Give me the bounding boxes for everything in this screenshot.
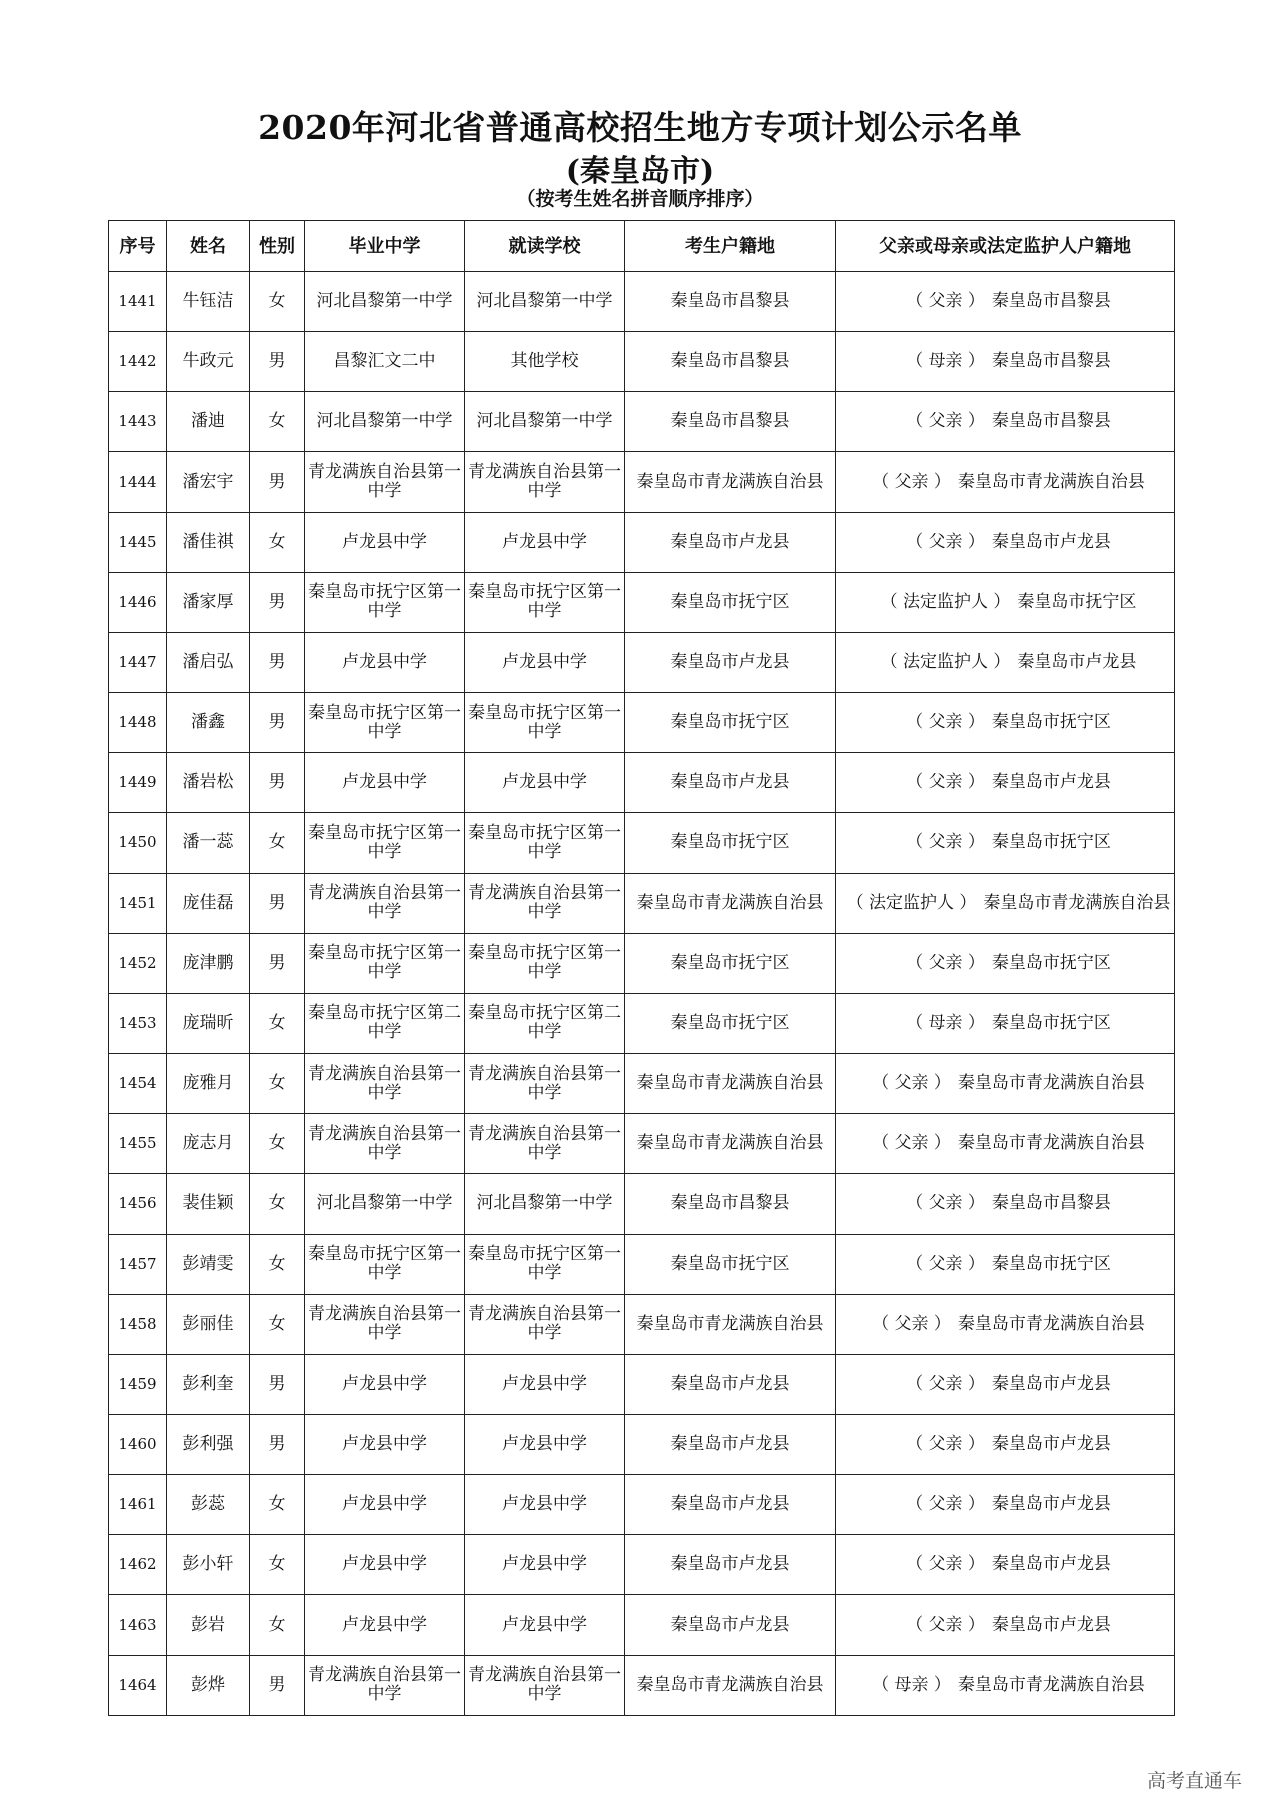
table-row: [109, 1294, 1175, 1354]
cell-gender: 女: [250, 1054, 305, 1114]
guardian-type: （ 父亲 ）: [872, 1133, 951, 1154]
guardian-type: （ 父亲 ）: [906, 1193, 985, 1214]
cell-seq: 1441: [109, 272, 167, 332]
cell-grad-school: 青龙满族自治县第一中学: [305, 873, 465, 933]
column-header-hukou: 考生户籍地: [625, 221, 836, 272]
cell-current-school: 河北昌黎第一中学: [465, 392, 625, 452]
cell-grad-school: 卢龙县中学: [305, 632, 465, 692]
cell-hukou: 秦皇岛市抚宁区: [625, 933, 836, 993]
guardian-type: （ 父亲 ）: [906, 712, 985, 733]
cell-name: 潘启弘: [167, 632, 250, 692]
guardian-hukou-label: 秦皇岛市昌黎县: [991, 1193, 1111, 1214]
guardian-type-label: 父亲: [894, 1133, 929, 1154]
cell-name: 彭利奎: [167, 1354, 250, 1414]
guardian-type-label: 母亲: [928, 1012, 963, 1033]
sort-note: （按考生姓名拼音顺序排序）: [516, 188, 764, 210]
table-row: [109, 1535, 1175, 1595]
cell-guardian-hukou: [836, 452, 1175, 512]
guardian-type-label: 父亲: [894, 471, 929, 492]
cell-name: 潘迪: [167, 392, 250, 452]
cell-name: 庞瑞昕: [167, 993, 250, 1053]
guardian-type: （ 父亲 ）: [906, 832, 985, 853]
cell-guardian-hukou: [836, 572, 1175, 632]
cell-guardian-hukou: [836, 933, 1175, 993]
cell-current-school: 卢龙县中学: [465, 1595, 625, 1655]
cell-seq: 1454: [109, 1054, 167, 1114]
table-row: [109, 1414, 1175, 1474]
column-header-seq: 序号: [109, 221, 167, 272]
guardian-type: （ 父亲 ）: [906, 1253, 985, 1274]
cell-hukou: 秦皇岛市抚宁区: [625, 572, 836, 632]
guardian-hukou-label: 秦皇岛市卢龙县: [991, 1373, 1111, 1394]
guardian-hukou-label: 秦皇岛市青龙满族自治县: [983, 892, 1171, 913]
table-row: [109, 332, 1175, 392]
guardian-hukou-label: 秦皇岛市昌黎县: [991, 351, 1111, 372]
cell-guardian-hukou: [836, 1114, 1175, 1174]
cell-guardian-hukou: [836, 1354, 1175, 1414]
cell-current-school: 青龙满族自治县第一中学: [465, 1054, 625, 1114]
cell-guardian-hukou: [836, 1595, 1175, 1655]
guardian-type: （ 父亲 ）: [906, 291, 985, 312]
header-row: [109, 221, 1175, 272]
cell-gender: 女: [250, 1475, 305, 1535]
cell-grad-school: 青龙满族自治县第一中学: [305, 1655, 465, 1715]
guardian-type-label: 父亲: [928, 531, 963, 552]
table-row: [109, 572, 1175, 632]
cell-seq: 1461: [109, 1475, 167, 1535]
cell-current-school: 青龙满族自治县第一中学: [465, 1655, 625, 1715]
guardian-type: （ 母亲 ）: [906, 351, 985, 372]
guardian-type-label: 法定监护人: [903, 652, 988, 673]
guardian-hukou-label: 秦皇岛市昌黎县: [991, 411, 1111, 432]
guardian-type-label: 父亲: [928, 1494, 963, 1515]
cell-gender: 女: [250, 512, 305, 572]
cell-name: 牛政元: [167, 332, 250, 392]
cell-grad-school: 卢龙县中学: [305, 753, 465, 813]
cell-current-school: 卢龙县中学: [465, 1475, 625, 1535]
cell-gender: 男: [250, 693, 305, 753]
cell-hukou: 秦皇岛市抚宁区: [625, 1234, 836, 1294]
cell-gender: 男: [250, 452, 305, 512]
cell-gender: 女: [250, 1174, 305, 1234]
cell-seq: 1448: [109, 693, 167, 753]
guardian-type: （ 父亲 ）: [872, 1073, 951, 1094]
guardian-type-label: 法定监护人: [903, 591, 988, 612]
guardian-hukou-label: 秦皇岛市卢龙县: [991, 1434, 1111, 1455]
guardian-hukou-label: 秦皇岛市卢龙县: [991, 1554, 1111, 1575]
table-row: [109, 1234, 1175, 1294]
guardian-type: （ 父亲 ）: [906, 1614, 985, 1635]
cell-guardian-hukou: [836, 512, 1175, 572]
guardian-type-label: 父亲: [928, 832, 963, 853]
guardian-hukou-label: 秦皇岛市青龙满族自治县: [957, 1674, 1145, 1695]
cell-seq: 1444: [109, 452, 167, 512]
cell-name: 彭烨: [167, 1655, 250, 1715]
cell-guardian-hukou: [836, 873, 1175, 933]
cell-guardian-hukou: [836, 753, 1175, 813]
table-row: [109, 1475, 1175, 1535]
table-row: [109, 1174, 1175, 1234]
guardian-type: （ 父亲 ）: [906, 1554, 985, 1575]
cell-current-school: 青龙满族自治县第一中学: [465, 452, 625, 512]
guardian-type-label: 父亲: [928, 1373, 963, 1394]
cell-hukou: 秦皇岛市青龙满族自治县: [625, 1655, 836, 1715]
cell-seq: 1446: [109, 572, 167, 632]
guardian-type-label: 父亲: [928, 1434, 963, 1455]
cell-grad-school: 卢龙县中学: [305, 1475, 465, 1535]
cell-current-school: 秦皇岛市抚宁区第一中学: [465, 933, 625, 993]
table-row: [109, 993, 1175, 1053]
guardian-hukou-label: 秦皇岛市青龙满族自治县: [957, 1133, 1145, 1154]
cell-name: 庞志月: [167, 1114, 250, 1174]
table-row: [109, 933, 1175, 993]
guardian-type: （ 父亲 ）: [906, 1434, 985, 1455]
guardian-type: （ 母亲 ）: [906, 1012, 985, 1033]
table-row: [109, 512, 1175, 572]
guardian-hukou-label: 秦皇岛市卢龙县: [1017, 652, 1137, 673]
table-row: [109, 1655, 1175, 1715]
cell-grad-school: 河北昌黎第一中学: [305, 272, 465, 332]
guardian-type-label: 父亲: [894, 1073, 929, 1094]
cell-guardian-hukou: [836, 1414, 1175, 1474]
cell-gender: 男: [250, 1655, 305, 1715]
cell-guardian-hukou: [836, 332, 1175, 392]
cell-name: 庞佳磊: [167, 873, 250, 933]
cell-seq: 1464: [109, 1655, 167, 1715]
cell-seq: 1451: [109, 873, 167, 933]
cell-guardian-hukou: [836, 693, 1175, 753]
table-row: [109, 452, 1175, 512]
guardian-type-label: 母亲: [928, 351, 963, 372]
guardian-type-label: 父亲: [928, 1253, 963, 1274]
guardian-type-label: 父亲: [928, 291, 963, 312]
cell-current-school: 秦皇岛市抚宁区第一中学: [465, 572, 625, 632]
cell-guardian-hukou: [836, 813, 1175, 873]
cell-grad-school: 秦皇岛市抚宁区第一中学: [305, 933, 465, 993]
cell-name: 牛钰洁: [167, 272, 250, 332]
table-row: [109, 632, 1175, 692]
cell-grad-school: 秦皇岛市抚宁区第一中学: [305, 1234, 465, 1294]
cell-seq: 1455: [109, 1114, 167, 1174]
cell-hukou: 秦皇岛市卢龙县: [625, 512, 836, 572]
cell-name: 彭利强: [167, 1414, 250, 1474]
cell-name: 彭岩: [167, 1595, 250, 1655]
cell-grad-school: 卢龙县中学: [305, 1535, 465, 1595]
table-row: [109, 392, 1175, 452]
column-header-current-school: 就读学校: [465, 221, 625, 272]
cell-hukou: 秦皇岛市昌黎县: [625, 392, 836, 452]
cell-grad-school: 秦皇岛市抚宁区第一中学: [305, 693, 465, 753]
cell-name: 潘一蕊: [167, 813, 250, 873]
table-row: [109, 813, 1175, 873]
guardian-type: （ 父亲 ）: [906, 1373, 985, 1394]
cell-guardian-hukou: [836, 1054, 1175, 1114]
cell-grad-school: 卢龙县中学: [305, 1414, 465, 1474]
guardian-type: （ 法定监护人 ）: [880, 652, 1011, 673]
cell-seq: 1458: [109, 1294, 167, 1354]
cell-hukou: 秦皇岛市青龙满族自治县: [625, 452, 836, 512]
guardian-hukou-label: 秦皇岛市抚宁区: [991, 832, 1111, 853]
cell-current-school: 秦皇岛市抚宁区第一中学: [465, 1234, 625, 1294]
cell-name: 彭丽佳: [167, 1294, 250, 1354]
cell-name: 潘宏宇: [167, 452, 250, 512]
column-header-guardian-hukou: 父亲或母亲或法定监护人户籍地: [836, 221, 1175, 272]
cell-name: 彭蕊: [167, 1475, 250, 1535]
guardian-hukou-label: 秦皇岛市抚宁区: [991, 952, 1111, 973]
cell-hukou: 秦皇岛市青龙满族自治县: [625, 1114, 836, 1174]
cell-name: 潘鑫: [167, 693, 250, 753]
cell-guardian-hukou: [836, 1475, 1175, 1535]
cell-seq: 1447: [109, 632, 167, 692]
column-header-grad-school: 毕业中学: [305, 221, 465, 272]
cell-guardian-hukou: [836, 1294, 1175, 1354]
cell-guardian-hukou: [836, 392, 1175, 452]
cell-current-school: 卢龙县中学: [465, 512, 625, 572]
cell-current-school: 卢龙县中学: [465, 1535, 625, 1595]
cell-gender: 女: [250, 1595, 305, 1655]
guardian-hukou-label: 秦皇岛市青龙满族自治县: [957, 1313, 1145, 1334]
guardian-hukou-label: 秦皇岛市青龙满族自治县: [957, 1073, 1145, 1094]
guardian-type-label: 父亲: [928, 952, 963, 973]
cell-guardian-hukou: [836, 1234, 1175, 1294]
column-header-name: 姓名: [167, 221, 250, 272]
cell-grad-school: 秦皇岛市抚宁区第二中学: [305, 993, 465, 1053]
cell-grad-school: 卢龙县中学: [305, 1354, 465, 1414]
table-row: [109, 1595, 1175, 1655]
cell-current-school: 秦皇岛市抚宁区第二中学: [465, 993, 625, 1053]
cell-current-school: 秦皇岛市抚宁区第一中学: [465, 693, 625, 753]
cell-current-school: 青龙满族自治县第一中学: [465, 1114, 625, 1174]
guardian-hukou-label: 秦皇岛市卢龙县: [991, 1494, 1111, 1515]
table-row: [109, 753, 1175, 813]
guardian-type-label: 母亲: [894, 1674, 929, 1695]
cell-seq: 1456: [109, 1174, 167, 1234]
cell-seq: 1457: [109, 1234, 167, 1294]
cell-grad-school: 秦皇岛市抚宁区第一中学: [305, 572, 465, 632]
table-row: [109, 1054, 1175, 1114]
cell-seq: 1463: [109, 1595, 167, 1655]
cell-gender: 男: [250, 1414, 305, 1474]
cell-name: 潘家厚: [167, 572, 250, 632]
cell-gender: 女: [250, 1114, 305, 1174]
cell-grad-school: 青龙满族自治县第一中学: [305, 452, 465, 512]
guardian-hukou-label: 秦皇岛市青龙满族自治县: [957, 471, 1145, 492]
table-row: [109, 272, 1175, 332]
cell-hukou: 秦皇岛市卢龙县: [625, 632, 836, 692]
cell-hukou: 秦皇岛市卢龙县: [625, 1354, 836, 1414]
guardian-hukou-label: 秦皇岛市抚宁区: [991, 1253, 1111, 1274]
guardian-hukou-label: 秦皇岛市抚宁区: [991, 712, 1111, 733]
cell-guardian-hukou: [836, 1535, 1175, 1595]
cell-hukou: 秦皇岛市青龙满族自治县: [625, 873, 836, 933]
cell-hukou: 秦皇岛市青龙满族自治县: [625, 1054, 836, 1114]
guardian-type-label: 父亲: [894, 1313, 929, 1334]
guardian-type-label: 父亲: [928, 712, 963, 733]
cell-current-school: 卢龙县中学: [465, 632, 625, 692]
cell-grad-school: 青龙满族自治县第一中学: [305, 1054, 465, 1114]
guardian-hukou-label: 秦皇岛市抚宁区: [991, 1012, 1111, 1033]
cell-hukou: 秦皇岛市卢龙县: [625, 753, 836, 813]
cell-current-school: 卢龙县中学: [465, 1414, 625, 1474]
cell-hukou: 秦皇岛市青龙满族自治县: [625, 1294, 836, 1354]
guardian-type: （ 母亲 ）: [872, 1674, 951, 1695]
cell-current-school: 卢龙县中学: [465, 1354, 625, 1414]
cell-guardian-hukou: [836, 632, 1175, 692]
cell-seq: 1460: [109, 1414, 167, 1474]
guardian-type-label: 法定监护人: [869, 892, 954, 913]
cell-gender: 女: [250, 272, 305, 332]
cell-name: 庞雅月: [167, 1054, 250, 1114]
cell-seq: 1453: [109, 993, 167, 1053]
cell-current-school: 河北昌黎第一中学: [465, 1174, 625, 1234]
cell-guardian-hukou: [836, 1655, 1175, 1715]
guardian-hukou-label: 秦皇岛市卢龙县: [991, 1614, 1111, 1635]
cell-grad-school: 青龙满族自治县第一中学: [305, 1294, 465, 1354]
cell-gender: 男: [250, 1354, 305, 1414]
cell-current-school: 青龙满族自治县第一中学: [465, 873, 625, 933]
guardian-type-label: 父亲: [928, 1193, 963, 1214]
cell-hukou: 秦皇岛市卢龙县: [625, 1535, 836, 1595]
guardian-type: （ 父亲 ）: [872, 471, 951, 492]
cell-grad-school: 青龙满族自治县第一中学: [305, 1114, 465, 1174]
guardian-hukou-label: 秦皇岛市卢龙县: [991, 772, 1111, 793]
cell-gender: 男: [250, 572, 305, 632]
cell-hukou: 秦皇岛市抚宁区: [625, 813, 836, 873]
guardian-hukou-label: 秦皇岛市卢龙县: [991, 531, 1111, 552]
cell-seq: 1442: [109, 332, 167, 392]
cell-hukou: 秦皇岛市卢龙县: [625, 1595, 836, 1655]
cell-hukou: 秦皇岛市卢龙县: [625, 1475, 836, 1535]
cell-gender: 男: [250, 753, 305, 813]
cell-hukou: 秦皇岛市抚宁区: [625, 693, 836, 753]
column-header-gender: 性别: [250, 221, 305, 272]
guardian-type-label: 父亲: [928, 1554, 963, 1575]
guardian-type-label: 父亲: [928, 772, 963, 793]
cell-current-school: 其他学校: [465, 332, 625, 392]
cell-gender: 女: [250, 1294, 305, 1354]
cell-gender: 女: [250, 392, 305, 452]
guardian-type: （ 父亲 ）: [872, 1313, 951, 1334]
cell-current-school: 秦皇岛市抚宁区第一中学: [465, 813, 625, 873]
guardian-hukou-label: 秦皇岛市昌黎县: [991, 291, 1111, 312]
guardian-type: （ 法定监护人 ）: [880, 591, 1011, 612]
watermark: 高考直通车: [1146, 1770, 1242, 1792]
guardian-type: （ 父亲 ）: [906, 531, 985, 552]
cell-grad-school: 卢龙县中学: [305, 512, 465, 572]
table-row: [109, 873, 1175, 933]
page-subtitle: (秦皇岛市): [565, 154, 715, 189]
cell-seq: 1450: [109, 813, 167, 873]
guardian-type: （ 法定监护人 ）: [846, 892, 977, 913]
cell-name: 潘佳祺: [167, 512, 250, 572]
table-row: [109, 1354, 1175, 1414]
roster-body: [109, 272, 1175, 1716]
cell-gender: 女: [250, 1535, 305, 1595]
cell-grad-school: 昌黎汇文二中: [305, 332, 465, 392]
cell-grad-school: 河北昌黎第一中学: [305, 392, 465, 452]
cell-gender: 男: [250, 873, 305, 933]
cell-name: 庞津鹏: [167, 933, 250, 993]
guardian-type: （ 父亲 ）: [906, 1494, 985, 1515]
cell-hukou: 秦皇岛市昌黎县: [625, 272, 836, 332]
guardian-type-label: 父亲: [928, 411, 963, 432]
cell-name: 裴佳颖: [167, 1174, 250, 1234]
table-row: [109, 693, 1175, 753]
cell-grad-school: 河北昌黎第一中学: [305, 1174, 465, 1234]
guardian-type: （ 父亲 ）: [906, 772, 985, 793]
cell-hukou: 秦皇岛市昌黎县: [625, 1174, 836, 1234]
cell-gender: 男: [250, 632, 305, 692]
cell-name: 彭小轩: [167, 1535, 250, 1595]
cell-name: 彭靖雯: [167, 1234, 250, 1294]
guardian-type-label: 父亲: [928, 1614, 963, 1635]
cell-grad-school: 卢龙县中学: [305, 1595, 465, 1655]
cell-gender: 女: [250, 993, 305, 1053]
page-title: 2020年河北省普通高校招生地方专项计划公示名单: [258, 108, 1022, 147]
cell-seq: 1443: [109, 392, 167, 452]
cell-hukou: 秦皇岛市卢龙县: [625, 1414, 836, 1474]
guardian-type: （ 父亲 ）: [906, 411, 985, 432]
cell-seq: 1462: [109, 1535, 167, 1595]
guardian-hukou-label: 秦皇岛市抚宁区: [1017, 591, 1137, 612]
cell-current-school: 青龙满族自治县第一中学: [465, 1294, 625, 1354]
cell-hukou: 秦皇岛市昌黎县: [625, 332, 836, 392]
cell-current-school: 河北昌黎第一中学: [465, 272, 625, 332]
cell-gender: 男: [250, 332, 305, 392]
cell-current-school: 卢龙县中学: [465, 753, 625, 813]
roster-table: [108, 220, 1175, 1716]
cell-seq: 1449: [109, 753, 167, 813]
cell-seq: 1445: [109, 512, 167, 572]
cell-grad-school: 秦皇岛市抚宁区第一中学: [305, 813, 465, 873]
cell-guardian-hukou: [836, 993, 1175, 1053]
cell-hukou: 秦皇岛市抚宁区: [625, 993, 836, 1053]
cell-gender: 男: [250, 933, 305, 993]
cell-gender: 女: [250, 1234, 305, 1294]
guardian-type: （ 父亲 ）: [906, 952, 985, 973]
cell-guardian-hukou: [836, 272, 1175, 332]
cell-gender: 女: [250, 813, 305, 873]
cell-name: 潘岩松: [167, 753, 250, 813]
cell-seq: 1459: [109, 1354, 167, 1414]
cell-guardian-hukou: [836, 1174, 1175, 1234]
table-row: [109, 1114, 1175, 1174]
cell-seq: 1452: [109, 933, 167, 993]
